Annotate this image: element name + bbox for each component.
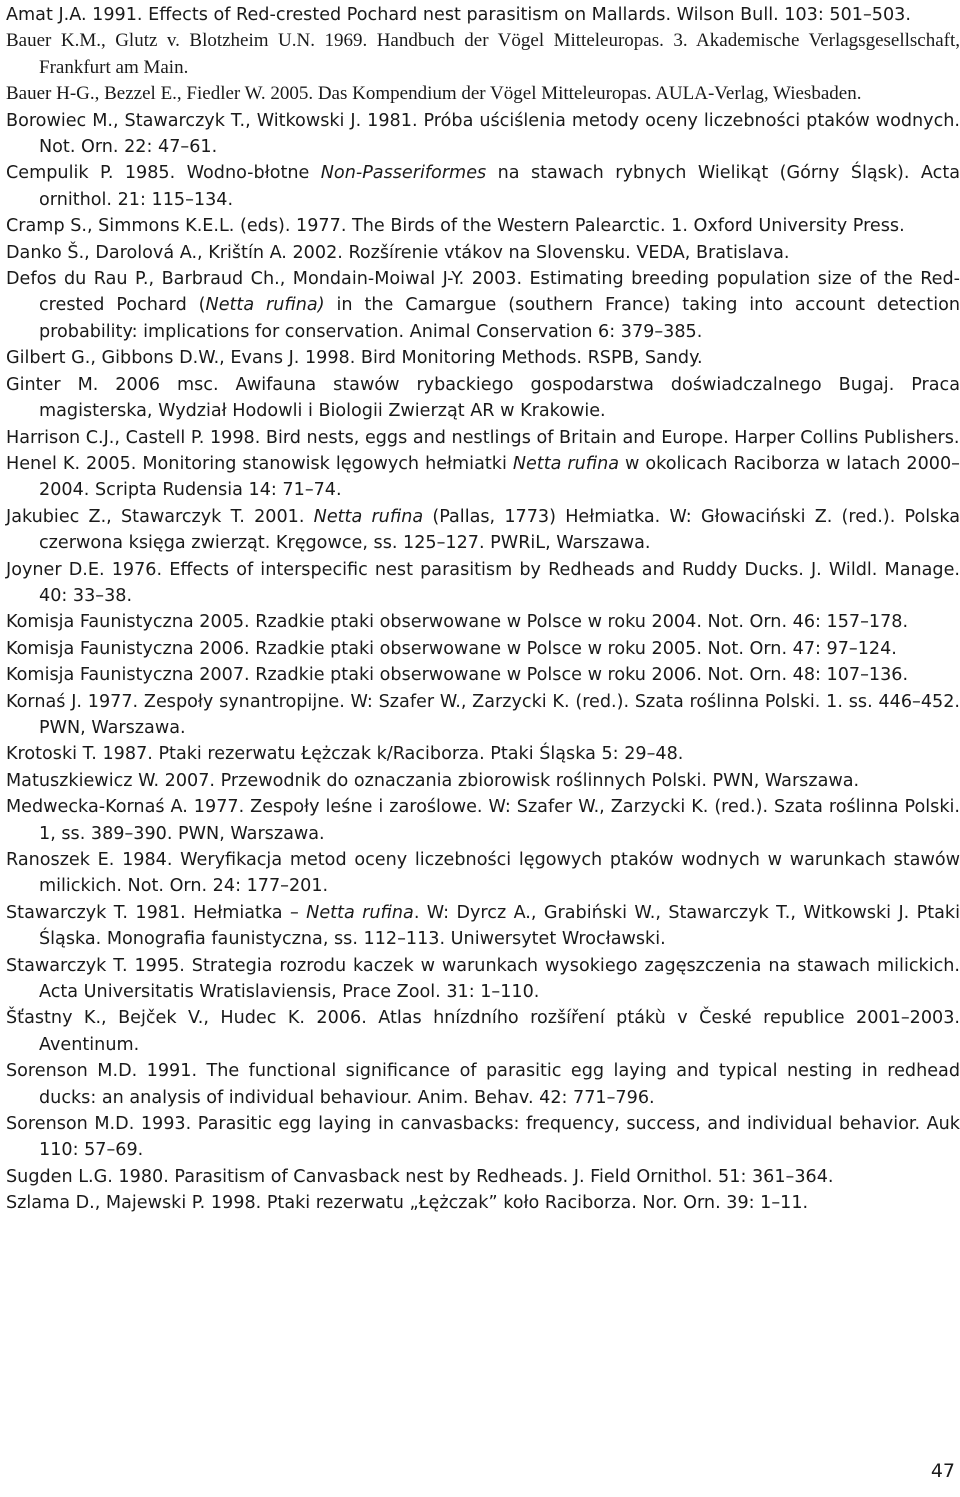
species-name-italic: Netta rufina <box>306 902 414 923</box>
reference-text: na stawach rybnych Wielikąt (Górny Śląsk). Acta ornithol. 21: 115–134. <box>39 163 960 210</box>
reference-entry <box>6 1005 960 1058</box>
reference-text: Sugden L.G. 1980. Parasitism of Canvasback nest by Redheads. J. Field Ornithol. 51: 361–364. <box>6 1166 834 1187</box>
species-name-italic: Netta rufina) <box>205 295 325 316</box>
reference-text: Joyner D.E. 1976. Effects of interspecific nest parasitism by Redheads and Ruddy Ducks. J. Wildl. Manage. 40: 33–38. <box>6 559 960 606</box>
page-number: 47 <box>930 1460 955 1482</box>
reference-text: Kornaś J. 1977. Zespoły synantropijne. W: Szafer W., Zarzycki K. (red.). Szata roślinna Polski. 1. ss. 446–452. PWN, Warszawa. <box>6 691 960 738</box>
reference-entry <box>6 557 960 610</box>
reference-text: Komisja Faunistyczna 2007. Rzadkie ptaki obserwowane w Polsce w roku 2006. Not. Orn. 48: 107–136. <box>6 665 909 686</box>
reference-entry <box>6 1190 960 1216</box>
reference-text: Danko Š., Darolová A., Krištín A. 2002. Rozšírenie vtákov na Slovensku. VEDA, Bratislava. <box>6 242 790 263</box>
reference-text: Cempulik P. 1985. Wodno-błotne <box>6 163 321 184</box>
reference-entry <box>6 847 960 900</box>
reference-entry <box>6 768 960 794</box>
reference-entry <box>6 240 960 266</box>
reference-text: Henel K. 2005. Monitoring stanowisk lęgowych hełmiatki <box>6 453 513 474</box>
reference-text: Stawarczyk T. 1981. Hełmiatka – <box>6 902 307 923</box>
reference-entry <box>6 794 960 847</box>
reference-entry <box>6 160 960 213</box>
reference-entry <box>6 900 960 953</box>
reference-entry <box>6 28 960 81</box>
reference-text: Szlama D., Majewski P. 1998. Ptaki rezerwatu „Łężczak” koło Raciborza. Nor. Orn. 39: 1–11. <box>6 1193 809 1214</box>
reference-entry <box>6 689 960 742</box>
reference-text: Cramp S., Simmons K.E.L. (eds). 1977. The Birds of the Western Palearctic. 1. Oxford University Press. <box>6 216 905 237</box>
reference-entry <box>6 609 960 635</box>
reference-text: Šťastny K., Bejček V., Hudec K. 2006. Atlas hnízdního rozšíření ptákù v České republice 2001–2003. Aventinum. <box>6 1008 960 1055</box>
reference-text: Ginter M. 2006 msc. Awifauna stawów rybackiego gospodarstwa doświadczalnego Bugaj. Praca magisterska, Wydział Hodowli i Biologii Zwierząt AR w Krakowie. <box>6 374 960 422</box>
reference-entry <box>6 425 960 451</box>
reference-text: Gilbert G., Gibbons D.W., Evans J. 1998. Bird Monitoring Methods. RSPB, Sandy. <box>6 348 703 369</box>
reference-text: Sorenson M.D. 1991. The functional significance of parasitic egg laying and typical nesting in redhead ducks: an analysis of individual behaviour. Anim. Behav. 42: 771–796. <box>6 1061 960 1108</box>
reference-entry <box>6 1111 960 1164</box>
reference-entry <box>6 636 960 662</box>
reference-entry <box>6 108 960 161</box>
reference-list <box>6 2 960 1217</box>
reference-text: in the Camargue (southern France) taking into account detection probability: implications for conservation. Animal Conservation 6: 379–385. <box>39 295 960 342</box>
reference-text: Komisja Faunistyczna 2005. Rzadkie ptaki obserwowane w Polsce w roku 2004. Not. Orn. 46: 157–178. <box>6 612 909 633</box>
reference-entry <box>6 81 960 107</box>
reference-entry <box>6 345 960 371</box>
reference-entry <box>6 953 960 1006</box>
species-name-italic: Netta rufina <box>512 453 620 474</box>
reference-text: Krotoski T. 1987. Ptaki rezerwatu Łężczak k/Raciborza. Ptaki Śląska 5: 29–48. <box>6 744 684 765</box>
reference-text: Defos du Rau P., Barbraud Ch., Mondain-Moiwal J-Y. 2003. Estimating breeding population size of the Red-crested Pochard ( <box>6 269 960 316</box>
reference-entry <box>6 372 960 425</box>
species-name-italic: Non-Passeriformes <box>320 163 487 184</box>
reference-text: Borowiec M., Stawarczyk T., Witkowski J. 1981. Próba uściślenia metody oceny liczebności ptaków wodnych. Not. Orn. 22: 47–61. <box>6 110 960 158</box>
reference-entry <box>6 662 960 688</box>
reference-text: Jakubiec Z., Stawarczyk T. 2001. <box>6 506 314 527</box>
reference-text: . W: Dyrcz A., Grabiński W., Stawarczyk T., Witkowski J. Ptaki Śląska. Monografia faunistyczna, ss. 112–113. Uniwersytet Wrocławski. <box>39 902 960 950</box>
reference-text: Sorenson M.D. 1993. Parasitic egg laying in canvasbacks: frequency, success, and individual behavior. Auk 110: 57–69. <box>6 1114 960 1161</box>
reference-text: (Pallas, 1773) Hełmiatka. W: Głowaciński Z. (red.). Polska czerwona księga zwierząt. Kręgowce, ss. 125–127. PWRiL, Warszawa. <box>39 506 960 554</box>
species-name-italic: Netta rufina <box>313 506 424 527</box>
reference-text: w okolicach Raciborza w latach 2000–2004. Scripta Rudensia 14: 71–74. <box>39 453 960 501</box>
reference-text: Matuszkiewicz W. 2007. Przewodnik do oznaczania zbiorowisk roślinnych Polski. PWN, Warszawa. <box>6 770 860 791</box>
reference-entry <box>6 504 960 557</box>
reference-text: Medwecka-Kornaś A. 1977. Zespoły leśne i zaroślowe. W: Szafer W., Zarzycki K. (red.). Szata roślinna Polski. 1, ss. 389–390. PWN, Warszawa. <box>6 797 960 844</box>
reference-entry <box>6 266 960 345</box>
reference-text: Stawarczyk T. 1995. Strategia rozrodu kaczek w warunkach wysokiego zagęszczenia na stawach milickich. Acta Universitatis Wratislaviensis, Prace Zool. 31: 1–110. <box>6 955 960 1003</box>
reference-entry <box>6 2 960 28</box>
reference-text: Ranoszek E. 1984. Weryfikacja metod oceny liczebności lęgowych ptaków wodnych w warunkach stawów milickich. Not. Orn. 24: 177–201. <box>6 850 960 897</box>
reference-text: Harrison C.J., Castell P. 1998. Bird nests, eggs and nestlings of Britain and Europe. Harper Collins Publishers. <box>6 427 960 448</box>
reference-text: Amat J.A. 1991. Effects of Red-crested Pochard nest parasitism on Mallards. Wilson Bull. 103: 501–503. <box>6 5 911 25</box>
reference-entry <box>6 213 960 239</box>
reference-entry <box>6 1058 960 1111</box>
reference-text: Bauer H-G., Bezzel E., Fiedler W. 2005. Das Kompendium der Vögel Mitteleuropas. AULA-Verlag, Wiesbaden. <box>6 83 862 105</box>
reference-entry <box>6 741 960 767</box>
reference-text: Bauer K.M., Glutz v. Blotzheim U.N. 1969. Handbuch der Vögel Mitteleuropas. 3. Akademische Verlagsgesellschaft, Frankfurt am Main. <box>6 30 960 78</box>
reference-entry <box>6 1164 960 1190</box>
reference-entry <box>6 451 960 504</box>
reference-text: Komisja Faunistyczna 2006. Rzadkie ptaki obserwowane w Polsce w roku 2005. Not. Orn. 47: 97–124. <box>6 638 897 659</box>
